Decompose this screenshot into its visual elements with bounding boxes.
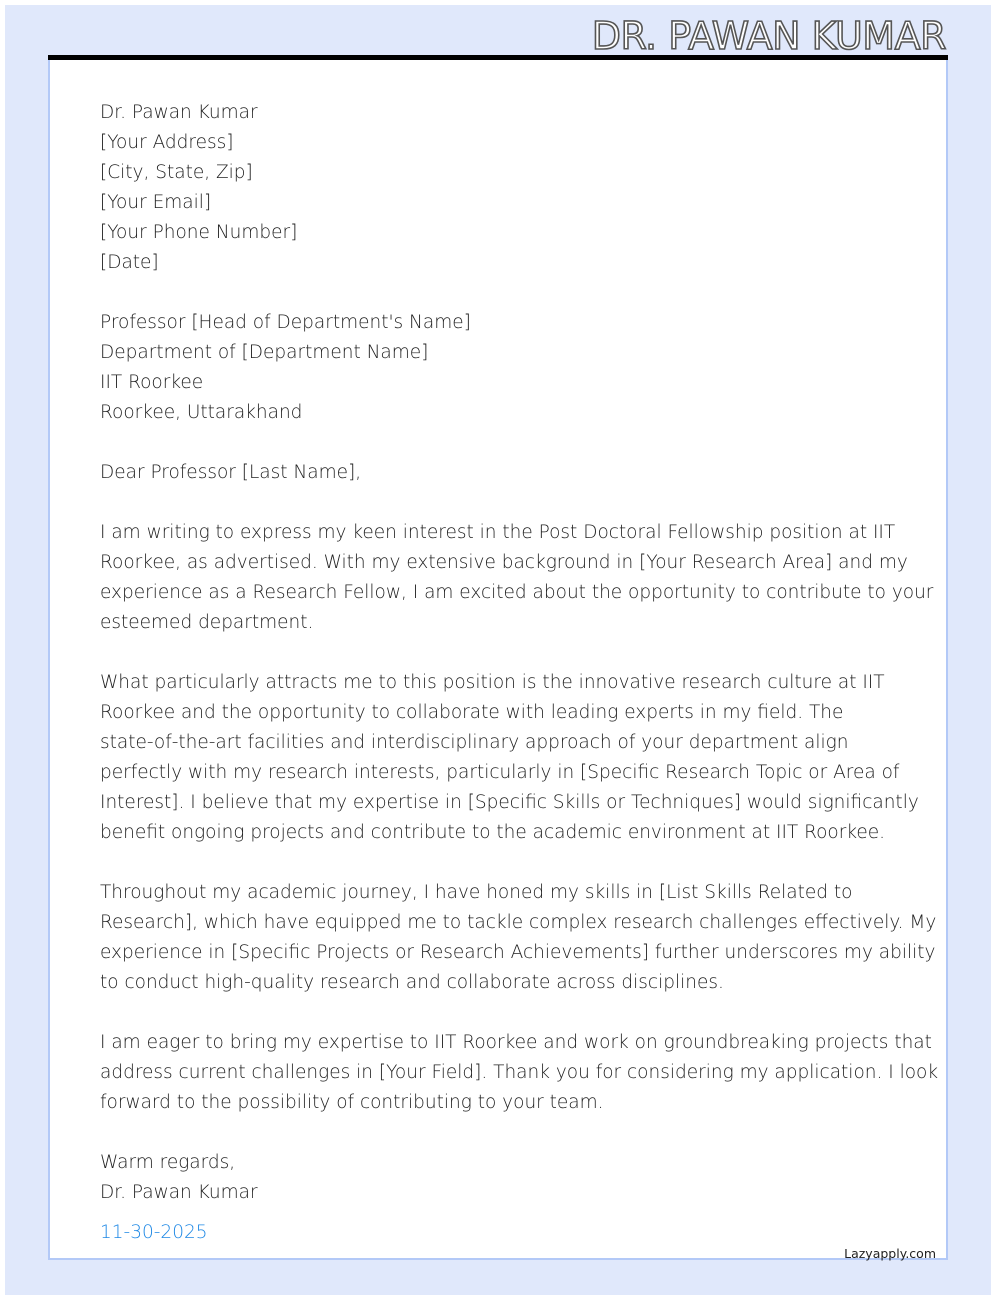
paragraph-line: Interest]. I believe that my expertise in [Specific Skills or Techniques] would significantly <box>100 792 919 813</box>
sender-line: [Date] <box>100 252 159 273</box>
paragraph <box>100 518 934 638</box>
sender-line: [Your Phone Number] <box>100 222 298 243</box>
header-name: DR. PAWAN KUMAR <box>591 14 946 58</box>
recipient-line: Professor [Head of Department's Name] <box>100 312 471 333</box>
signature: Dr. Pawan Kumar <box>100 1182 258 1203</box>
paragraph-line: Research], which have equipped me to tackle complex research challenges effectively. My <box>100 912 937 933</box>
paragraph-line: to conduct high-quality research and collaborate across disciplines. <box>100 972 724 993</box>
recipient-block <box>100 308 920 428</box>
sender-line: [Your Email] <box>100 192 212 213</box>
letter-body <box>100 98 939 1248</box>
paragraph <box>100 878 937 998</box>
paragraph-line: esteemed department. <box>100 612 314 633</box>
paragraph-line: forward to the possibility of contributing to your team. <box>100 1092 604 1113</box>
paragraph-line: Throughout my academic journey, I have honed my skills in [List Skills Related to <box>100 882 853 903</box>
paragraph-line: state-of-the-art facilities and interdisciplinary approach of your department align <box>100 732 849 753</box>
paragraph-line: perfectly with my research interests, particularly in [Specific Research Topic or Area of <box>100 762 900 783</box>
paragraph-line: Roorkee, as advertised. With my extensive background in [Your Research Area] and my <box>100 552 908 573</box>
recipient-line: Roorkee, Uttarakhand <box>100 402 303 423</box>
sender-line: Dr. Pawan Kumar <box>100 102 258 123</box>
sender-block <box>100 98 920 278</box>
salutation: Dear Professor [Last Name], <box>100 462 362 483</box>
recipient-line: Department of [Department Name] <box>100 342 429 363</box>
sender-line: [Your Address] <box>100 132 234 153</box>
footer-brand: Lazyapply.com <box>844 1246 936 1261</box>
paragraph-line: experience in [Specific Projects or Research Achievements] further underscores my ability <box>100 942 936 963</box>
recipient-line: IIT Roorkee <box>100 372 204 393</box>
paragraph-line: I am eager to bring my expertise to IIT Roorkee and work on groundbreaking projects that <box>100 1032 932 1053</box>
paragraph-line: What particularly attracts me to this position is the innovative research culture at IIT <box>100 672 885 693</box>
letter-date: 11-30-2025 <box>100 1222 208 1243</box>
paragraph <box>100 668 920 848</box>
paragraph-line: I am writing to express my keen interest in the Post Doctoral Fellowship position at IIT <box>100 522 896 543</box>
sender-line: [City, State, Zip] <box>100 162 253 183</box>
paragraph-line: benefit ongoing projects and contribute to the academic environment at IIT Roorkee. <box>100 822 886 843</box>
closing: Warm regards, <box>100 1152 236 1173</box>
paragraph <box>100 1028 939 1118</box>
paragraph-line: address current challenges in [Your Field]. Thank you for considering my application. I look <box>100 1062 939 1083</box>
paragraphs <box>100 518 939 1148</box>
paragraph-line: Roorkee and the opportunity to collaborate with leading experts in my field. The <box>100 702 844 723</box>
paragraph-line: experience as a Research Fellow, I am excited about the opportunity to contribute to your <box>100 582 934 603</box>
